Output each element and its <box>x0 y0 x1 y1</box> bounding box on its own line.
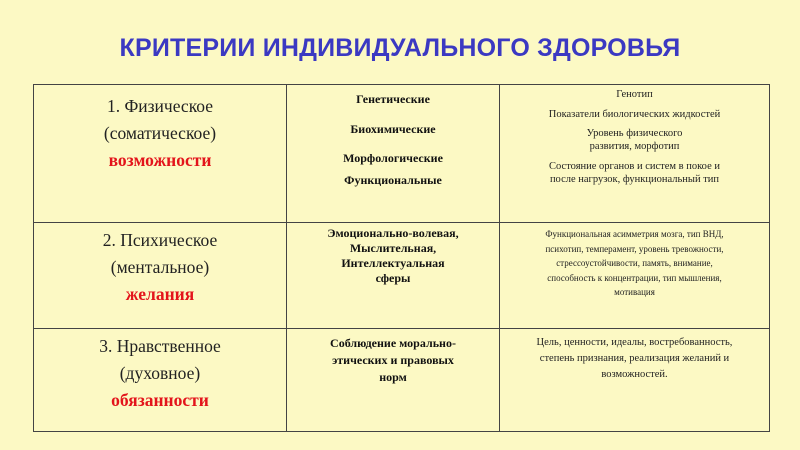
indicators-cell <box>500 329 770 432</box>
category-name: 2. Психическое <box>102 230 218 250</box>
indicator-line: после нагрузок, функциональный тип <box>549 173 720 185</box>
category-name: 3. Нравственное <box>99 336 221 356</box>
table-row-physical <box>34 85 770 223</box>
indicator-line: мотивация <box>614 287 655 297</box>
table-row-moral <box>34 329 770 432</box>
aspects-cell <box>287 223 500 329</box>
indicator-line: способность к концентрации, тип мышления, <box>547 272 722 283</box>
slide-title: КРИТЕРИИ ИНДИВИДУАЛЬНОГО ЗДОРОВЬЯ <box>119 34 681 62</box>
aspect-item: Морфологические <box>343 151 443 165</box>
indicator-line: Функциональная асимметрия мозга, тип ВНД, <box>545 229 724 239</box>
category-keyword: обязанности <box>111 390 209 410</box>
category-keyword: желания <box>125 284 195 304</box>
criteria-table <box>33 84 770 432</box>
aspect-item: Соблюдение морально- <box>330 336 456 350</box>
indicator-line: возможностей. <box>601 369 668 380</box>
category-name: 1. Физическое <box>106 96 214 116</box>
category-subname: (соматическое) <box>103 123 217 143</box>
aspect-item: этических и правовых <box>332 353 454 367</box>
aspect-item: Функциональные <box>344 173 442 187</box>
aspect-item: Генетические <box>356 92 430 106</box>
indicator-line: психотип, темперамент, уровень тревожности, <box>545 243 724 254</box>
indicators-cell <box>500 223 770 329</box>
indicator-line: Состояние органов и систем в покое и <box>549 161 720 172</box>
aspect-item: Интеллектуальная <box>341 256 445 270</box>
aspects-cell <box>287 329 500 432</box>
indicator-line: степень признания, реализация желаний и <box>539 353 730 364</box>
aspect-item: Эмоционально-волевая, <box>327 226 459 240</box>
category-cell <box>34 223 287 329</box>
aspect-item: Биохимические <box>350 122 436 136</box>
category-keyword: возможности <box>108 150 212 170</box>
indicator-line: Показатели биологических жидкостей <box>548 108 721 120</box>
category-subname: (ментальное) <box>110 257 210 277</box>
indicator-line: Генотип <box>616 89 653 100</box>
indicator-line: Цель, ценности, идеалы, востребованность, <box>536 337 733 348</box>
aspect-item: норм <box>379 370 407 384</box>
indicator-line: развития, морфотип <box>589 140 680 152</box>
aspect-item: сферы <box>375 271 411 285</box>
indicator-line: стрессоустойчивости, память, внимание, <box>556 258 713 268</box>
aspect-item: Мыслительная, <box>349 241 437 255</box>
aspects-cell <box>287 85 500 223</box>
category-subname: (духовное) <box>119 363 201 383</box>
indicator-line: Уровень физического <box>586 128 683 139</box>
category-cell <box>34 329 287 432</box>
table-row-mental <box>34 223 770 329</box>
category-cell <box>34 85 287 223</box>
indicators-cell <box>500 85 770 223</box>
